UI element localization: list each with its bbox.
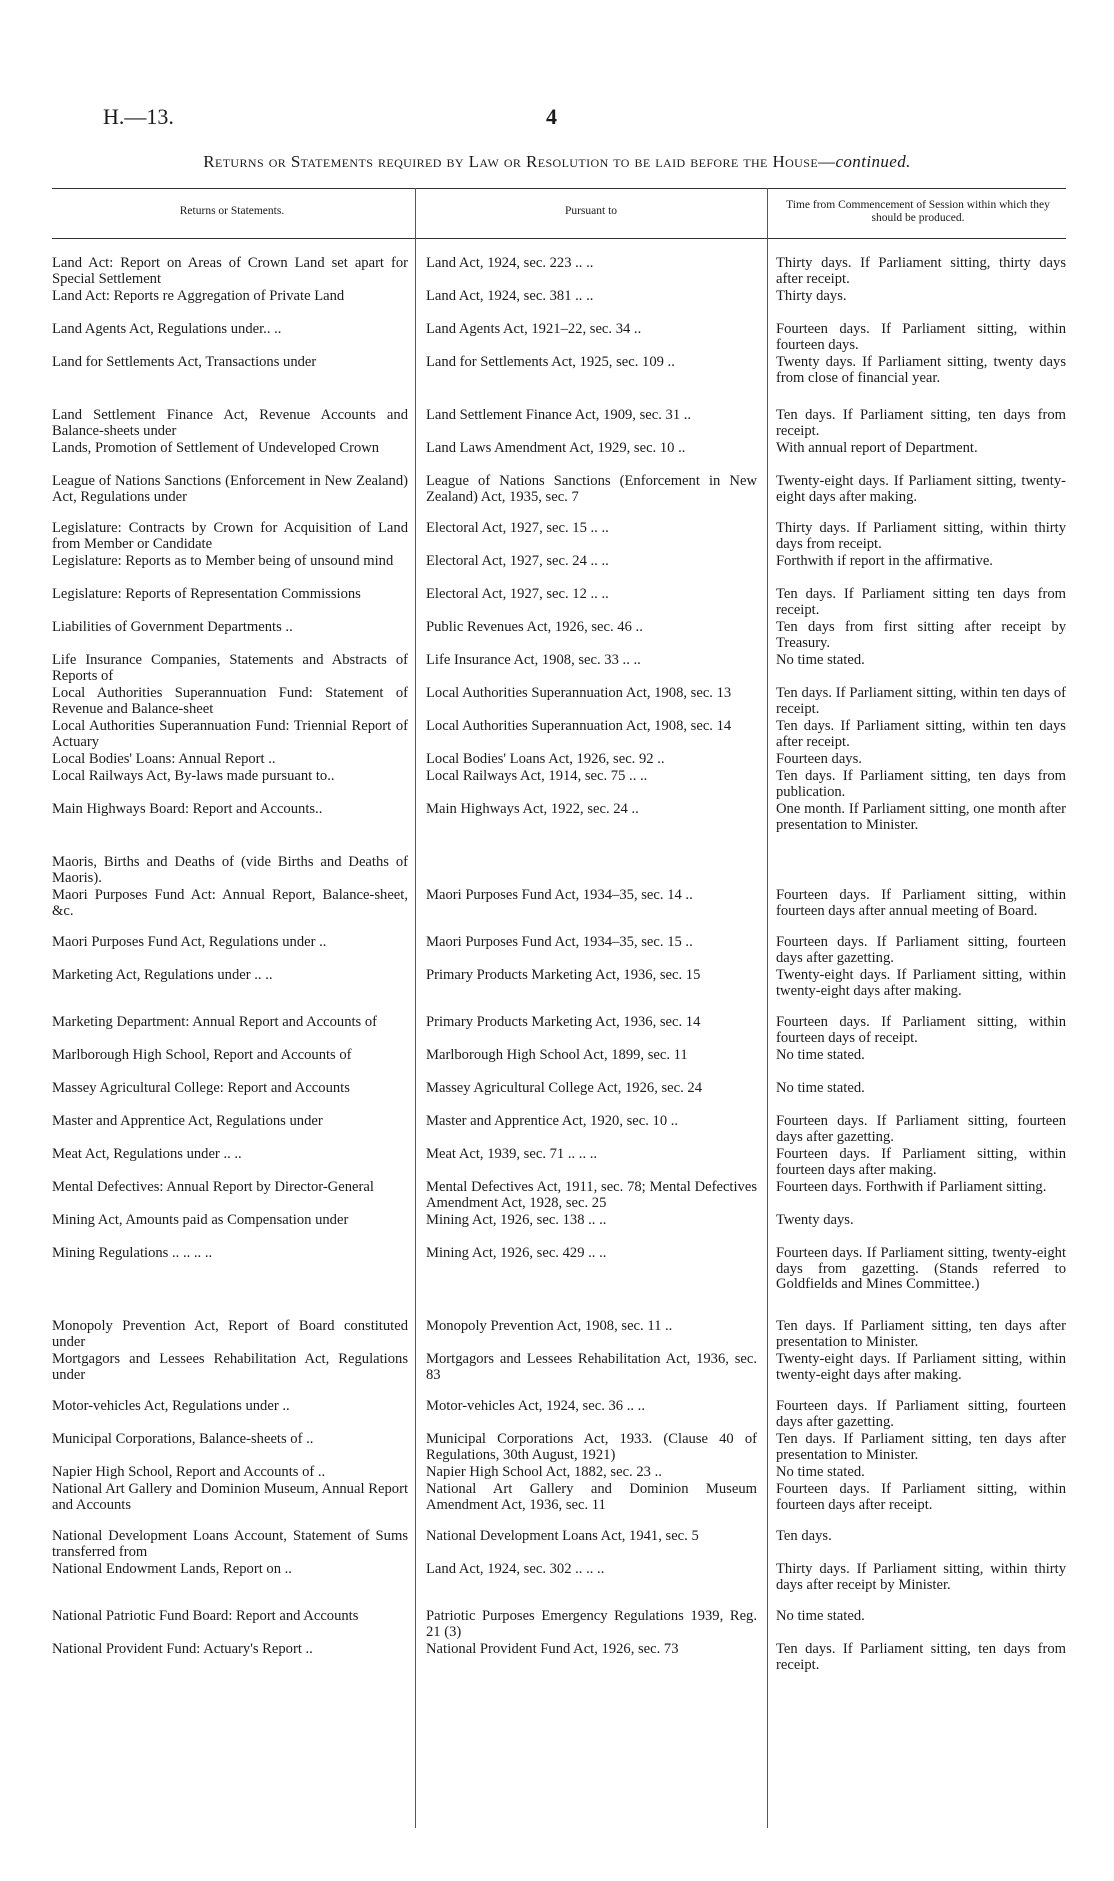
returns-cell: Land for Settlements Act, Transactions under bbox=[52, 355, 317, 370]
time-cell: Fourteen days. If Parliament sitting, fourteen days after gazetting. bbox=[776, 1399, 1066, 1430]
pursuant-cell: Local Railways Act, 1914, sec. 75 .. .. bbox=[426, 769, 648, 784]
pursuant-cell: Meat Act, 1939, sec. 71 .. .. .. bbox=[426, 1147, 598, 1162]
returns-cell: Marketing Department: Annual Report and Accounts of bbox=[52, 1015, 378, 1030]
pursuant-cell: Local Bodies' Loans Act, 1926, sec. 92 .. bbox=[426, 752, 665, 767]
returns-cell: National Patriotic Fund Board: Report and Accounts bbox=[52, 1609, 359, 1624]
pursuant-cell: Electoral Act, 1927, sec. 15 .. .. bbox=[426, 521, 609, 536]
returns-cell: Local Bodies' Loans: Annual Report .. bbox=[52, 752, 276, 767]
time-cell: With annual report of Department. bbox=[776, 441, 978, 456]
time-cell: Fourteen days. If Parliament sitting, twenty-eight days from gazetting. (Stands referred to Goldfields and Mines Committee.) bbox=[776, 1246, 1066, 1293]
time-cell: Fourteen days. If Parliament sitting, within fourteen days after annual meeting of Board. bbox=[776, 888, 1066, 919]
returns-cell: Legislature: Reports of Representation Commissions bbox=[52, 587, 361, 602]
time-cell: Twenty-eight days. If Parliament sitting, twenty-eight days after making. bbox=[776, 474, 1066, 505]
returns-cell: Mental Defectives: Annual Report by Director-General bbox=[52, 1180, 374, 1195]
pursuant-cell: Land Settlement Finance Act, 1909, sec. 31 .. bbox=[426, 408, 692, 423]
pursuant-cell: Electoral Act, 1927, sec. 12 .. .. bbox=[426, 587, 609, 602]
returns-cell: National Art Gallery and Dominion Museum, Annual Report and Accounts bbox=[52, 1482, 408, 1513]
returns-cell: Life Insurance Companies, Statements and Abstracts of Reports of bbox=[52, 653, 408, 684]
pursuant-cell: Electoral Act, 1927, sec. 24 .. .. bbox=[426, 554, 609, 569]
pursuant-cell: Municipal Corporations Act, 1933. (Clause 40 of Regulations, 30th August, 1921) bbox=[426, 1432, 757, 1463]
time-cell: Ten days. If Parliament sitting, ten days after presentation to Minister. bbox=[776, 1432, 1066, 1463]
returns-cell: Master and Apprentice Act, Regulations under bbox=[52, 1114, 323, 1129]
returns-cell: Local Authorities Superannuation Fund: Triennial Report of Actuary bbox=[52, 719, 408, 750]
returns-cell: Maoris, Births and Deaths of (vide Births and Deaths of Maoris). bbox=[52, 855, 408, 886]
returns-cell: Land Agents Act, Regulations under.. .. bbox=[52, 322, 282, 337]
returns-cell: Mortgagors and Lessees Rehabilitation Act, Regulations under bbox=[52, 1352, 408, 1383]
pursuant-cell: Public Revenues Act, 1926, sec. 46 .. bbox=[426, 620, 643, 635]
returns-cell: Land Settlement Finance Act, Revenue Accounts and Balance-sheets under bbox=[52, 408, 408, 439]
pursuant-cell: Land Laws Amendment Act, 1929, sec. 10 .. bbox=[426, 441, 686, 456]
pursuant-cell: Monopoly Prevention Act, 1908, sec. 11 .. bbox=[426, 1319, 673, 1334]
returns-cell: National Endowment Lands, Report on .. bbox=[52, 1562, 292, 1577]
pursuant-cell: Master and Apprentice Act, 1920, sec. 10 .. bbox=[426, 1114, 679, 1129]
pursuant-cell: Life Insurance Act, 1908, sec. 33 .. .. bbox=[426, 653, 641, 668]
time-cell: Fourteen days. If Parliament sitting, within fourteen days. bbox=[776, 322, 1066, 353]
heading-continued: continued. bbox=[835, 152, 911, 171]
returns-cell: Land Act: Report on Areas of Crown Land set apart for Special Settlement bbox=[52, 256, 408, 287]
time-cell: No time stated. bbox=[776, 1048, 865, 1063]
time-cell: Fourteen days. Forthwith if Parliament sitting. bbox=[776, 1180, 1047, 1195]
time-cell: Ten days. If Parliament sitting, ten days after presentation to Minister. bbox=[776, 1319, 1066, 1350]
pursuant-cell: National Provident Fund Act, 1926, sec. 73 bbox=[426, 1642, 679, 1657]
pursuant-cell: Local Authorities Superannuation Act, 1908, sec. 13 bbox=[426, 686, 732, 701]
time-cell: Ten days. If Parliament sitting, ten days from publication. bbox=[776, 769, 1066, 800]
time-cell: Twenty-eight days. If Parliament sitting, within twenty-eight days after making. bbox=[776, 968, 1066, 999]
returns-cell: Marlborough High School, Report and Accounts of bbox=[52, 1048, 352, 1063]
pursuant-cell: Land Act, 1924, sec. 223 .. .. bbox=[426, 256, 594, 271]
returns-cell: Legislature: Contracts by Crown for Acquisition of Land from Member or Candidate bbox=[52, 521, 408, 552]
pursuant-cell: Primary Products Marketing Act, 1936, sec. 15 bbox=[426, 968, 701, 983]
pursuant-cell: National Development Loans Act, 1941, sec. 5 bbox=[426, 1529, 699, 1544]
pursuant-cell: League of Nations Sanctions (Enforcement in New Zealand) Act, 1935, sec. 7 bbox=[426, 474, 757, 505]
top-rule bbox=[52, 188, 1066, 189]
time-cell: Twenty-eight days. If Parliament sitting, within twenty-eight days after making. bbox=[776, 1352, 1066, 1383]
column-header-time: Time from Commencement of Session within which they should be produced. bbox=[786, 198, 1050, 224]
time-cell: Twenty days. If Parliament sitting, twenty days from close of financial year. bbox=[776, 355, 1066, 386]
time-cell: No time stated. bbox=[776, 1465, 865, 1480]
returns-cell: Maori Purposes Fund Act: Annual Report, Balance-sheet, &c. bbox=[52, 888, 408, 919]
returns-cell: Lands, Promotion of Settlement of Undeveloped Crown bbox=[52, 441, 380, 456]
time-cell: No time stated. bbox=[776, 1081, 865, 1096]
time-cell: Ten days. If Parliament sitting ten days from receipt. bbox=[776, 587, 1066, 618]
time-cell: One month. If Parliament sitting, one month after presentation to Minister. bbox=[776, 802, 1066, 833]
returns-cell: Land Act: Reports re Aggregation of Private Land bbox=[52, 289, 345, 304]
pursuant-cell: Massey Agricultural College Act, 1926, sec. 24 bbox=[426, 1081, 703, 1096]
time-cell: Ten days from first sitting after receipt by Treasury. bbox=[776, 620, 1066, 651]
returns-cell: Mining Act, Amounts paid as Compensation under bbox=[52, 1213, 349, 1228]
time-cell: Ten days. bbox=[776, 1529, 832, 1544]
page-code: H.—13. bbox=[103, 104, 174, 129]
returns-cell: Maori Purposes Fund Act, Regulations under .. bbox=[52, 935, 327, 950]
page-heading bbox=[0, 152, 1114, 172]
pursuant-cell: Maori Purposes Fund Act, 1934–35, sec. 14 .. bbox=[426, 888, 693, 903]
time-cell: Fourteen days. bbox=[776, 752, 862, 767]
time-cell: Ten days. If Parliament sitting, within ten days of receipt. bbox=[776, 686, 1066, 717]
pursuant-cell: Land for Settlements Act, 1925, sec. 109 .. bbox=[426, 355, 675, 370]
pursuant-cell: National Art Gallery and Dominion Museum Amendment Act, 1936, sec. 11 bbox=[426, 1482, 757, 1513]
returns-cell: Monopoly Prevention Act, Report of Board constituted under bbox=[52, 1319, 408, 1350]
returns-cell: Motor-vehicles Act, Regulations under .. bbox=[52, 1399, 290, 1414]
pursuant-cell: Land Act, 1924, sec. 381 .. .. bbox=[426, 289, 594, 304]
returns-cell: National Development Loans Account, Statement of Sums transferred from bbox=[52, 1529, 408, 1560]
returns-cell: Marketing Act, Regulations under .. .. bbox=[52, 968, 273, 983]
returns-cell: Local Railways Act, By-laws made pursuant to.. bbox=[52, 769, 335, 784]
pursuant-cell: Patriotic Purposes Emergency Regulations 1939, Reg. 21 (3) bbox=[426, 1609, 757, 1640]
pursuant-cell: Motor-vehicles Act, 1924, sec. 36 .. .. bbox=[426, 1399, 645, 1414]
returns-cell: Legislature: Reports as to Member being of unsound mind bbox=[52, 554, 394, 569]
pursuant-cell: Land Agents Act, 1921–22, sec. 34 .. bbox=[426, 322, 642, 337]
column-divider bbox=[767, 188, 768, 1828]
time-cell: Ten days. If Parliament sitting, within ten days after receipt. bbox=[776, 719, 1066, 750]
pursuant-cell: Mining Act, 1926, sec. 429 .. .. bbox=[426, 1246, 607, 1261]
pursuant-cell: Land Act, 1924, sec. 302 .. .. .. bbox=[426, 1562, 605, 1577]
column-divider bbox=[415, 188, 416, 1828]
time-cell: Fourteen days. If Parliament sitting, within fourteen days after making. bbox=[776, 1147, 1066, 1178]
time-cell: Thirty days. If Parliament sitting, within thirty days from receipt. bbox=[776, 521, 1066, 552]
column-header-pursuant: Pursuant to bbox=[564, 205, 618, 218]
time-cell: Thirty days. bbox=[776, 289, 847, 304]
time-cell: No time stated. bbox=[776, 1609, 865, 1624]
returns-cell: Massey Agricultural College: Report and Accounts bbox=[52, 1081, 350, 1096]
returns-cell: Liabilities of Government Departments .. bbox=[52, 620, 293, 635]
heading-title: Returns or Statements required by Law or Resolution to be laid before the House— bbox=[203, 152, 836, 171]
pursuant-cell: Main Highways Act, 1922, sec. 24 .. bbox=[426, 802, 639, 817]
returns-cell: Local Authorities Superannuation Fund: Statement of Revenue and Balance-sheet bbox=[52, 686, 408, 717]
time-cell: Ten days. If Parliament sitting, ten days from receipt. bbox=[776, 408, 1066, 439]
header-rule bbox=[52, 238, 1066, 239]
pursuant-cell: Maori Purposes Fund Act, 1934–35, sec. 15 .. bbox=[426, 935, 693, 950]
column-header-returns: Returns or Statements. bbox=[179, 205, 285, 218]
pursuant-cell: Mining Act, 1926, sec. 138 .. .. bbox=[426, 1213, 607, 1228]
pursuant-cell: Napier High School Act, 1882, sec. 23 .. bbox=[426, 1465, 662, 1480]
returns-cell: League of Nations Sanctions (Enforcement in New Zealand) Act, Regulations under bbox=[52, 474, 408, 505]
returns-cell: Meat Act, Regulations under .. .. bbox=[52, 1147, 242, 1162]
page-number: 4 bbox=[546, 104, 557, 129]
time-cell: Twenty days. bbox=[776, 1213, 854, 1228]
time-cell: Fourteen days. If Parliament sitting, within fourteen days after receipt. bbox=[776, 1482, 1066, 1513]
pursuant-cell: Primary Products Marketing Act, 1936, sec. 14 bbox=[426, 1015, 701, 1030]
time-cell: Fourteen days. If Parliament sitting, fourteen days after gazetting. bbox=[776, 1114, 1066, 1145]
time-cell: Thirty days. If Parliament sitting, within thirty days after receipt by Minister. bbox=[776, 1562, 1066, 1593]
time-cell: Thirty days. If Parliament sitting, thirty days after receipt. bbox=[776, 256, 1066, 287]
pursuant-cell: Mortgagors and Lessees Rehabilitation Act, 1936, sec. 83 bbox=[426, 1352, 757, 1383]
time-cell: Fourteen days. If Parliament sitting, within fourteen days of receipt. bbox=[776, 1015, 1066, 1046]
pursuant-cell: Mental Defectives Act, 1911, sec. 78; Mental Defectives Amendment Act, 1928, sec. 25 bbox=[426, 1180, 757, 1211]
returns-cell: National Provident Fund: Actuary's Report .. bbox=[52, 1642, 313, 1657]
returns-cell: Municipal Corporations, Balance-sheets of .. bbox=[52, 1432, 314, 1447]
pursuant-cell: Marlborough High School Act, 1899, sec. 11 bbox=[426, 1048, 688, 1063]
time-cell: Ten days. If Parliament sitting, ten days from receipt. bbox=[776, 1642, 1066, 1673]
time-cell: No time stated. bbox=[776, 653, 865, 668]
returns-cell: Napier High School, Report and Accounts of .. bbox=[52, 1465, 326, 1480]
time-cell: Fourteen days. If Parliament sitting, fourteen days after gazetting. bbox=[776, 935, 1066, 966]
returns-cell: Main Highways Board: Report and Accounts.. bbox=[52, 802, 323, 817]
pursuant-cell: Local Authorities Superannuation Act, 1908, sec. 14 bbox=[426, 719, 732, 734]
time-cell: Forthwith if report in the affirmative. bbox=[776, 554, 993, 569]
returns-cell: Mining Regulations .. .. .. .. bbox=[52, 1246, 213, 1261]
